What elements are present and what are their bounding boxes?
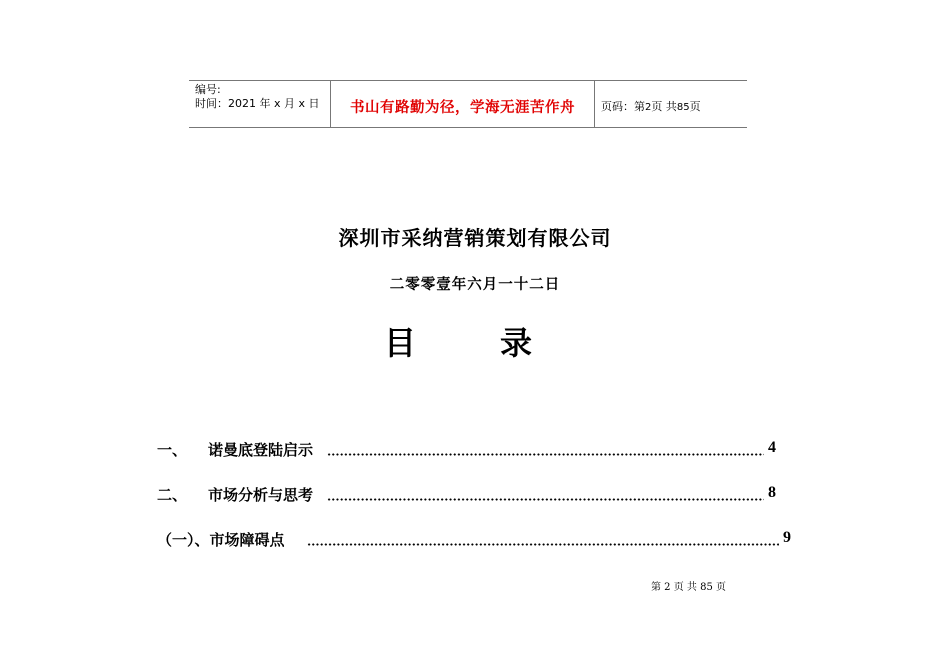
header-meta-cell — [189, 81, 331, 127]
document-date: 二零零壹年六月一十二日 — [389, 277, 561, 293]
header-page-cell — [595, 81, 747, 127]
toc-title-char-2: 录 — [500, 324, 533, 362]
current-page-number: 2 — [645, 102, 652, 113]
serial-label: 编号: — [195, 83, 221, 96]
toc-leader-dots — [307, 543, 779, 546]
toc-entry-3[interactable] — [157, 529, 791, 553]
toc-entry-number: 一、 — [157, 441, 188, 459]
page-header — [189, 80, 747, 128]
toc-entry-page: 4 — [768, 439, 776, 456]
total-page-number: 85 — [676, 102, 690, 113]
toc-title-char-1: 目 — [384, 324, 417, 362]
company-name: 深圳市采纳营销策划有限公司 — [338, 226, 612, 250]
page-code: 页码：第2页 共85页 — [601, 100, 701, 113]
toc-entry-title: 市场分析与思考 — [208, 486, 314, 504]
toc-leader-dots — [327, 453, 764, 456]
toc-entry-2[interactable] — [157, 484, 776, 508]
motto-text: 书山有路勤为径，学海无涯苦作舟 — [350, 100, 575, 116]
toc-entry-title: （一）、市场障碍点 — [157, 531, 285, 549]
toc-entry-number: 二、 — [157, 486, 188, 504]
toc-entry-1[interactable] — [157, 439, 776, 463]
header-motto-cell — [331, 81, 595, 127]
time-label: 时间：2021 年 x 月 x 日 — [195, 97, 320, 110]
page-footer: 第 2 页 共 85 页 — [651, 582, 726, 593]
toc-leader-dots — [327, 498, 764, 501]
toc-entry-title: 诺曼底登陆启示 — [208, 441, 314, 459]
toc-entry-page: 9 — [783, 529, 791, 546]
toc-entry-page: 8 — [768, 484, 776, 501]
